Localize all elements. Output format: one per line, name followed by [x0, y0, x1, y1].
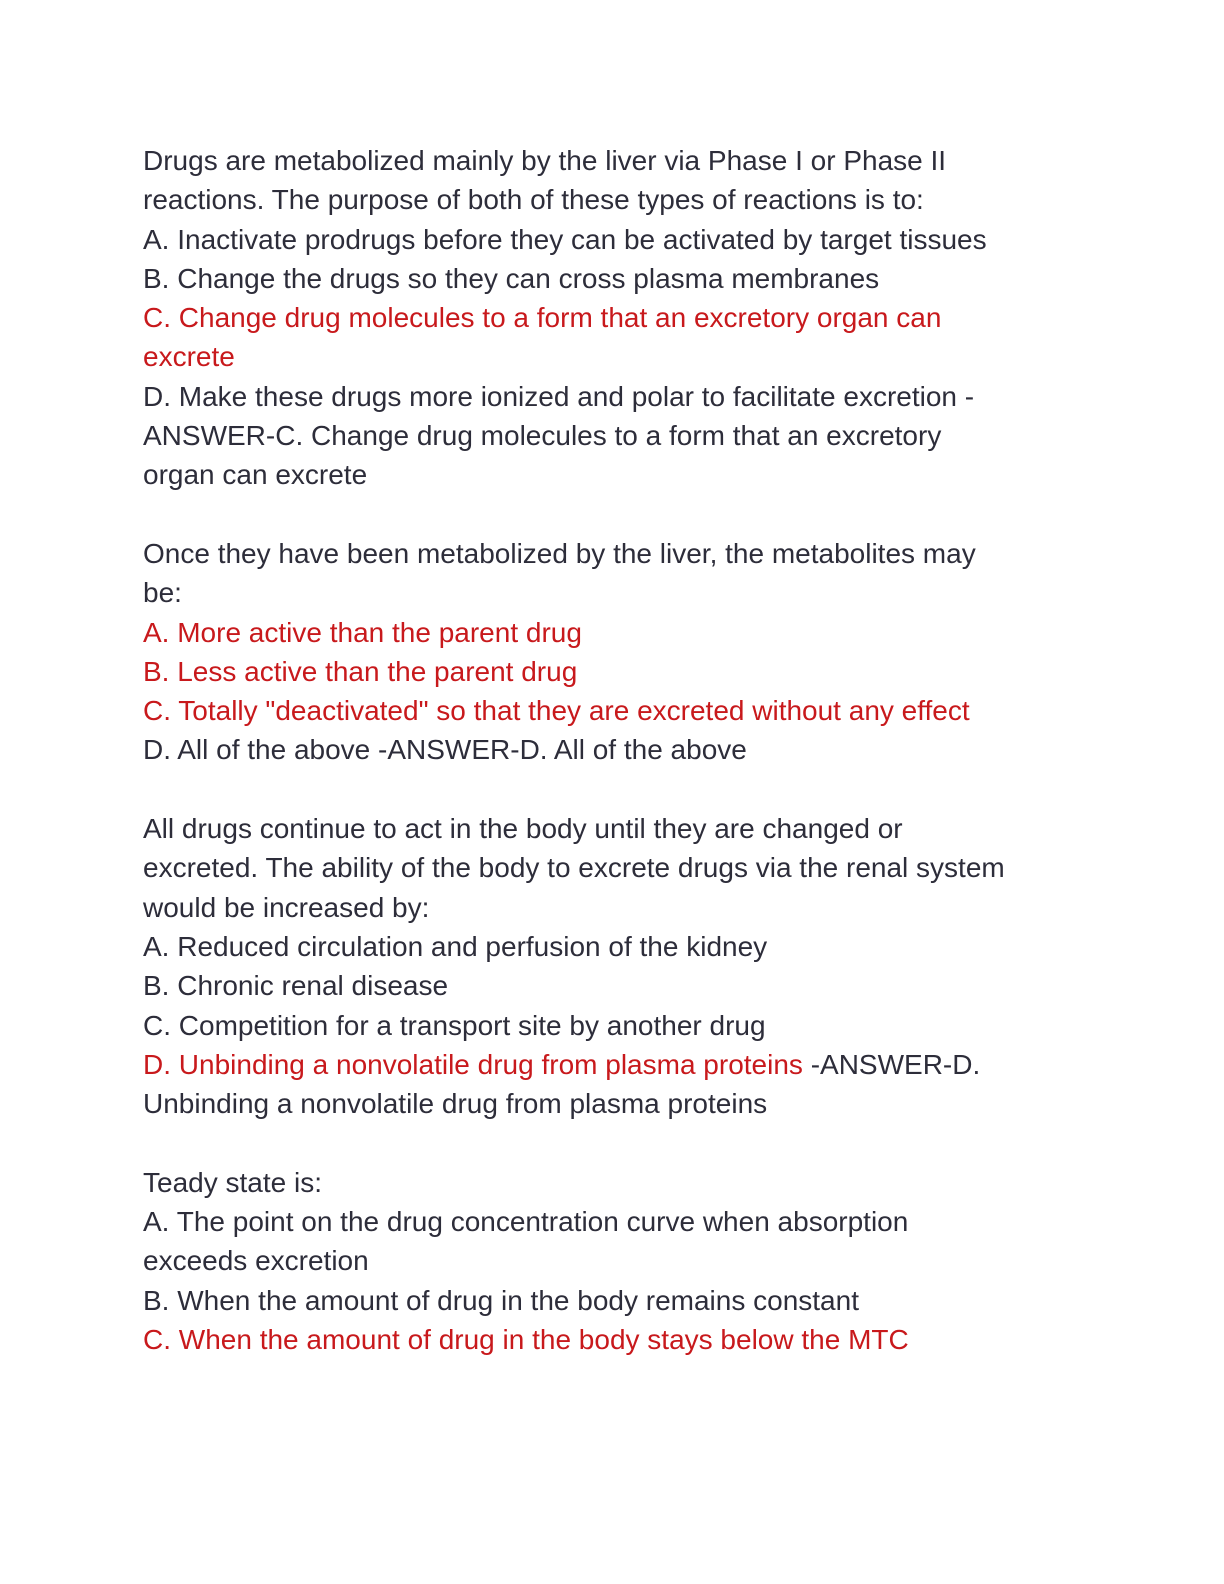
question-3-line-3: would be increased by:	[143, 891, 430, 923]
question-2	[143, 534, 1103, 770]
question-4	[143, 1163, 1103, 1359]
question-1-option-a: A. Inactivate prodrugs before they can be activated by target tissues	[143, 223, 987, 255]
question-1-option-d: D. Make these drugs more ionized and polar to facilitate excretion -	[143, 380, 975, 412]
question-1-line-1: Drugs are metabolized mainly by the liver via Phase I or Phase II	[143, 145, 947, 176]
question-1	[143, 141, 1103, 495]
question-4-line-1: Teady state is:	[143, 1166, 322, 1198]
question-3-option-a: A. Reduced circulation and perfusion of the kidney	[143, 930, 768, 962]
question-2-option-a-highlighted: A. More active than the parent drug	[143, 616, 582, 648]
question-3-option-d	[143, 1045, 1103, 1084]
question-3-line-2: excreted. The ability of the body to excrete drugs via the renal system	[143, 852, 1005, 884]
question-4-option-b: B. When the amount of drug in the body remains constant	[143, 1284, 859, 1316]
question-3-option-d-highlighted: D. Unbinding a nonvolatile drug from plasma proteins	[143, 1048, 803, 1080]
question-4-option-c-highlighted: C. When the amount of drug in the body stays below the MTC	[143, 1323, 909, 1355]
question-3-answer-label: -ANSWER-D.	[802, 1048, 981, 1080]
spacer	[143, 770, 1103, 809]
question-4-option-a: A. The point on the drug concentration curve when absorption	[143, 1206, 909, 1238]
question-2-line-2: be:	[143, 577, 182, 609]
question-2-option-c-highlighted: C. Totally "deactivated" so that they are excreted without any effect	[143, 695, 970, 727]
question-3	[143, 809, 1103, 1123]
spacer	[143, 495, 1103, 534]
question-2-option-b-highlighted: B. Less active than the parent drug	[143, 655, 578, 687]
question-1-option-b: B. Change the drugs so they can cross plasma membranes	[143, 262, 880, 294]
question-3-line-1: All drugs continue to act in the body until they are changed or	[143, 813, 903, 845]
question-1-line-2: reactions. The purpose of both of these types of reactions is to:	[143, 184, 924, 216]
question-2-line-1: Once they have been metabolized by the liver, the metabolites may	[143, 537, 976, 569]
question-4-option-a-cont: exceeds excretion	[143, 1245, 369, 1277]
question-3-option-b: B. Chronic renal disease	[143, 970, 449, 1002]
question-1-answer: ANSWER-C. Change drug molecules to a form that an excretory	[143, 420, 942, 452]
question-3-answer-cont: Unbinding a nonvolatile drug from plasma proteins	[143, 1088, 768, 1120]
question-1-option-c-highlighted: C. Change drug molecules to a form that an excretory organ can	[143, 302, 942, 334]
spacer	[143, 1123, 1103, 1162]
question-2-option-d-answer: D. All of the above -ANSWER-D. All of the above	[143, 734, 747, 766]
question-1-answer-cont: organ can excrete	[143, 459, 368, 491]
question-1-option-c-highlighted-cont: excrete	[143, 341, 235, 373]
document-page	[143, 141, 1103, 1359]
question-3-option-c: C. Competition for a transport site by another drug	[143, 1009, 766, 1041]
